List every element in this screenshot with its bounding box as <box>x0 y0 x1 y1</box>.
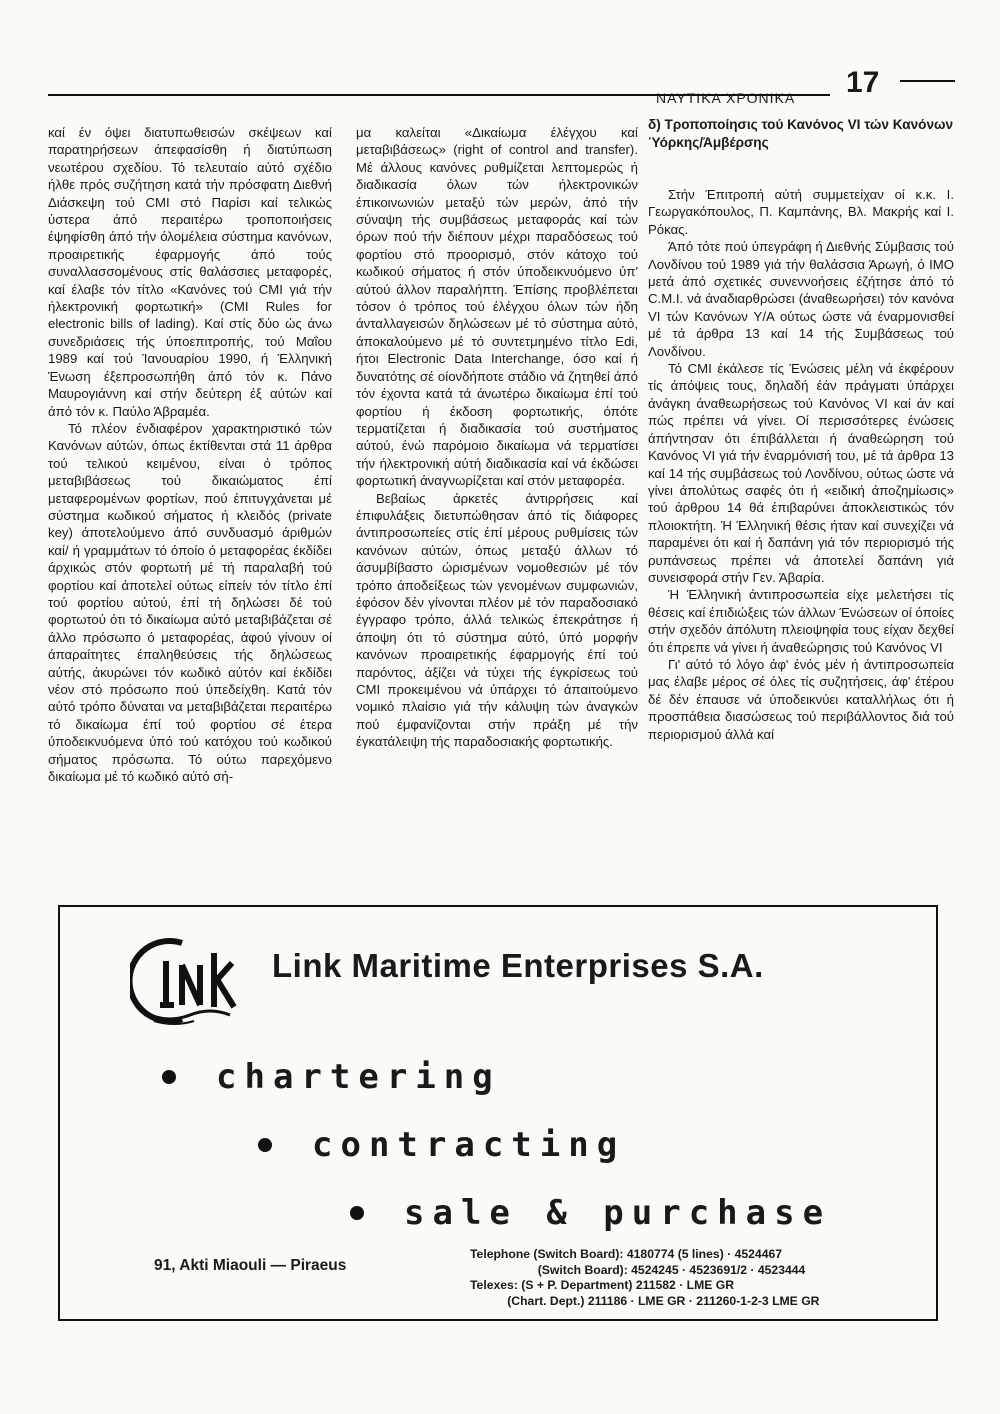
paragraph: Γι' αύτό τό λόγο άφ' ένός μέν ή άντιπροσωπεία μας έλαβε μέρος σέ όλες τίς συζητήσεις, άφ' έτέρου δέ δέν έπαυσε νά ύποδεικνύει καταλλήλως ότι ή προσπάθεια διασώσεως τού περιβάλλοντος διά τού περιορισμού άλλά καί <box>648 656 954 742</box>
paragraph: Ή Έλληνική άντιπροσωπεία είχε μελετήσει τίς θέσεις καί έπιδιώξεις τών άλλων Ένώσεων οί όποίες στήν σχεδόν άπόλυτη πλειοψηφία τους είχαν δεχθεί ότι έπρεπε νά γίνει ή άναθεώρησις τού Κανόνος VI <box>648 587 954 655</box>
contact-line: Telephone (Switch Board): 4180774 (5 lines) · 4524467 <box>470 1247 783 1261</box>
paragraph: Στήν Έπιτροπή αύτή συμμετείχαν οί κ.κ. Ι. Γεωργακόπουλος, Π. Καμπάνης, Βλ. Μακρής καί Ι. Ρόκας. <box>648 187 954 237</box>
paragraph: Τό πλέον ένδιαφέρον χαρακτηριστικό τών Κανόνων αύτών, όπως έκτίθενται στά 11 άρθρα τού τελικού κειμένου, είναι ό τρόπος μεταβιβάσεως τού δικαιώματος έπί μεταφερομένων φορτίων, πού έπιτυγχάνεται μέ σύστημα κωδικού σήματος ή κλειδός (private key) άποτελούμενο άπό συνδυασμό άριθμών καί/ ή γραμμάτων τό όποίο ό μεταφορέας έκδίδει άρχικώς στόν φορτωτή μέ τή παραλαβή τού φορτίου καί άποτελεί ούτως είπείν τόν τίτλο έπί τού φορτίου αύτού, έπί τή δηλώσει δέ τού φορτωτού ότι τό δικαίωμα αύτό μεταβιβάζεται σέ άλλο πρόσωπο ό μεταφορέας, άφού γίνουν οί άπαραίτητες έπαληθεύσεις τής δηλώσεως αύτής, άκυρώνει τόν κωδικό αύτόν καί έκδίδει νέον στό πρόσωπο πού ύπεδείχθη. Κατά τόν αύτό τρόπο δύναται να μεταβιβάζεται περαιτέρω τό δικαίωμα έπί τού φορτίου σέ έτερα ύποδεικνυόμενα ύπό τού κατόχου τού κωδικού σήματος πρόσωπα. Τό ούτω παρεχόμενο δικαίωμα μέ τό κωδικό αύτό σή- <box>48 420 332 785</box>
service-label: sale & purchase <box>404 1193 832 1233</box>
company-address: 91, Akti Miaouli — Piraeus <box>154 1257 347 1274</box>
section-title: δ) Τροποποίησις τού Κανόνος VI τών Κανόνων Ύόρκης/Άμβέρσης <box>648 117 954 150</box>
page-number: 17 <box>846 66 880 99</box>
paragraph: μα καλείται «Δικαίωμα έλέγχου καί μεταβιβάσεως» (right of control and transfer). Μέ άλλους κανόνες ρυθμίζεται λεπτομερώς ή διαδικασία όλων τών ήλεκτρονικών έπικοινωνιών μεταξύ τών μερών, άπό τήν σύναψη τής συμβάσεως μεταφοράς καί τών όρων πού τήν διέπουν μέχρι παραδόσεως τού φορτίου στό προορισμό, στόν κάτοχο τού κωδικού σήματος ή στόν ύποδεικνυόμενο ύπ' αύτού άλλον παραλήπτη. Έπίσης προβλέπεται τόσον ό τρόπος τού έλέγχου όλων τών ήδη άνταλλαγεισών δηλώσεων μέ τό σύστημα αύτό, άποκαλούμενο μέ τό συντετμημένο τίτλο Edi, ήτοι Electronic Data Interchange, όσο καί ή δυνατότης σέ οίονδήποτε στάδιο νά ζητηθεί άπό τόν έχοντα κατά τά άνωτέρω δικαίωμα έπί τού φορτίου ή έκδοση φορτωτικής, όπότε τερματίζεται ή διαδικασία τού συστήματος αύτού, ένώ παρόμοιο δικαίωμα νά τερματίσει τήν ήλεκτρονική αύτή διαδικασία καί νά έκδώσει φορτωτική άναγνωρίζεται καί στόν μεταφορέα. <box>356 125 638 489</box>
contact-line: (Switch Board): 4524245 · 4523691/2 · 4523444 <box>470 1262 806 1277</box>
service-item <box>350 1193 831 1233</box>
publication-name: ΝΑΥΤΙΚΑ ΧΡΟΝΙΚΑ <box>656 90 796 106</box>
bullet-icon <box>350 1206 364 1220</box>
paragraph: Βεβαίως άρκετές άντιρρήσεις καί έπιφυλάξεις διετυπώθησαν άπό τίς διάφορες άντιπροσωπείες στίς έπί μέρους ρυθμίσεις τών κανόνων αύτών, όπως μεταξύ άλλων τό άσυμβίβαστο ώρισμένων νομοθεσιών μέ τόν τρόπο άποδείξεως τών γενομένων συμφωνιών, έφόσον δέν γίνονται πλέον μέ τόν παραδοσιακό έγγραφο τρόπο, άλλά τελικώς έπεκράτησε ή άποψη ότι τό σύστημα αύτό, ύπό μορφήν κανόνων προαιρετικής έφαρμογής έπί τού παρόντος, άξίζει νά τύχει τής έγκρίσεως τού CMI προκειμένου νά ύπάρχει τό άπαιτούμενο νομικό πλαίσιο γιά τήν κάλυψη τών άναγκών πού έμφανίζονται στήν πράξη μέ τήν έγκατάλειψη τής παραδοσιακής φορτωτικής. <box>356 490 638 750</box>
bullet-icon <box>162 1070 176 1084</box>
contact-block <box>470 1247 819 1309</box>
article-column-1 <box>48 124 332 785</box>
advertisement-box <box>58 905 938 1321</box>
contact-line: (Chart. Dept.) 211186 · LME GR · 211260-1-2-3 LME GR <box>470 1293 820 1308</box>
contact-line: Telexes: (S + P. Department) 211582 · LME GR <box>470 1278 735 1292</box>
paragraph: Άπό τότε πού ύπεγράφη ή Διεθνής Σύμβασις τού Λονδίνου τού 1989 γιά τήν θαλάσσια Άρωγή, ό ΙΜΟ μετά άπό σχετικές συνεννοήσεις έζήτησε άπό τό C.M.I. νά άναδιαρθρώσει (άναθεωρήσει) τόν κανόνα VI τών Κανόνων Υ/Α ούτως ώστε νά έναρμονισθεί μέ τά άρθρα 13 καί 14 τής Συμβάσεως τού Λονδίνου. <box>648 239 954 359</box>
company-name: Link Maritime Enterprises S.A. <box>272 947 764 984</box>
paragraph: Τό CMI έκάλεσε τίς Ένώσεις μέλη νά έκφέρουν τίς άπόψεις τους, δηλαδή έάν πράγματι ύπάρχει άνάγκη άναθεωρήσεως τού Κανόνος VI καί άν καί πώς πρέπει νά γίνει. Οί περισσότερες ένώσεις άπήντησαν ότι έπιβάλλεται ή άναθεώρηση τού Κανόνος VI γιά τήν έναρμόνισή του, μέ τά άρθρα 13 καί 14 τής συμβάσεως τού Λονδίνου, ούτως ώστε νά γίνει άπολύτως σαφές ότι ή «ειδική άποζημίωσις» τού άρθρου 14 θά έπιβαρύνει άποκλειστικώς τόν πλοιοκτήτη. Ή Έλληνική θέσις ήταν καί συνεχίζει νά παραμένει ότι καί ή δαπάνη γιά τόν περιορισμό τής ρυπάνσεως πρέπει νά άποτελεί δαπάνη γιά συνεισφορά στήν Γεν. Άβαρία. <box>648 361 954 585</box>
article-column-3 <box>648 116 954 743</box>
paragraph: καί έν όψει διατυπωθεισών σκέψεων καί παρατηρήσεων άπεφασίσθη ή διατύπωση νεωτέρου σχεδίου. Τό τελευταίο αύτό σχέδιο ήλθε πρός συζήτηση κατά τήν πρόσφατη Διεθνή Διάσκεψη τού CMI στό Παρίσι καί τελικώς ύστερα άπό περαιτέρω τροποποιήσεις έψηφίσθη άπό τήν όλομέλεια σύστημα κανόνων, προαιρετικής έφαρμογής άπό τούς συναλλασσομένους στίς θαλάσσιες μεταφορές, καί έλαβε τόν τίτλο «Κανόνες τού CMI γιά τήν ήλεκτρονική φορτωτική» (CMI Rules for electronic bills of lading). Καί στίς δύο ώς άνω συνεδριάσεις τής ύποεπιτροπής, τού Μαΐου 1989 καί τού Ίανουαρίου 1990, ή Έλληνική Ένωση έξεπροσωπήθη άπό τόν κ. Πάνο Μαυρογιάννη καί στήν δεύτερη έξ αύτών καί άπό τόν κ. Παύλο Άβραμέα. <box>48 125 332 419</box>
link-logo-icon <box>130 935 240 1027</box>
service-label: contracting <box>312 1125 626 1165</box>
service-label: chartering <box>216 1057 501 1097</box>
bullet-icon <box>258 1138 272 1152</box>
service-item <box>258 1125 625 1165</box>
article-column-2 <box>356 124 638 751</box>
service-item <box>162 1057 501 1097</box>
header-rule-right <box>900 80 955 82</box>
